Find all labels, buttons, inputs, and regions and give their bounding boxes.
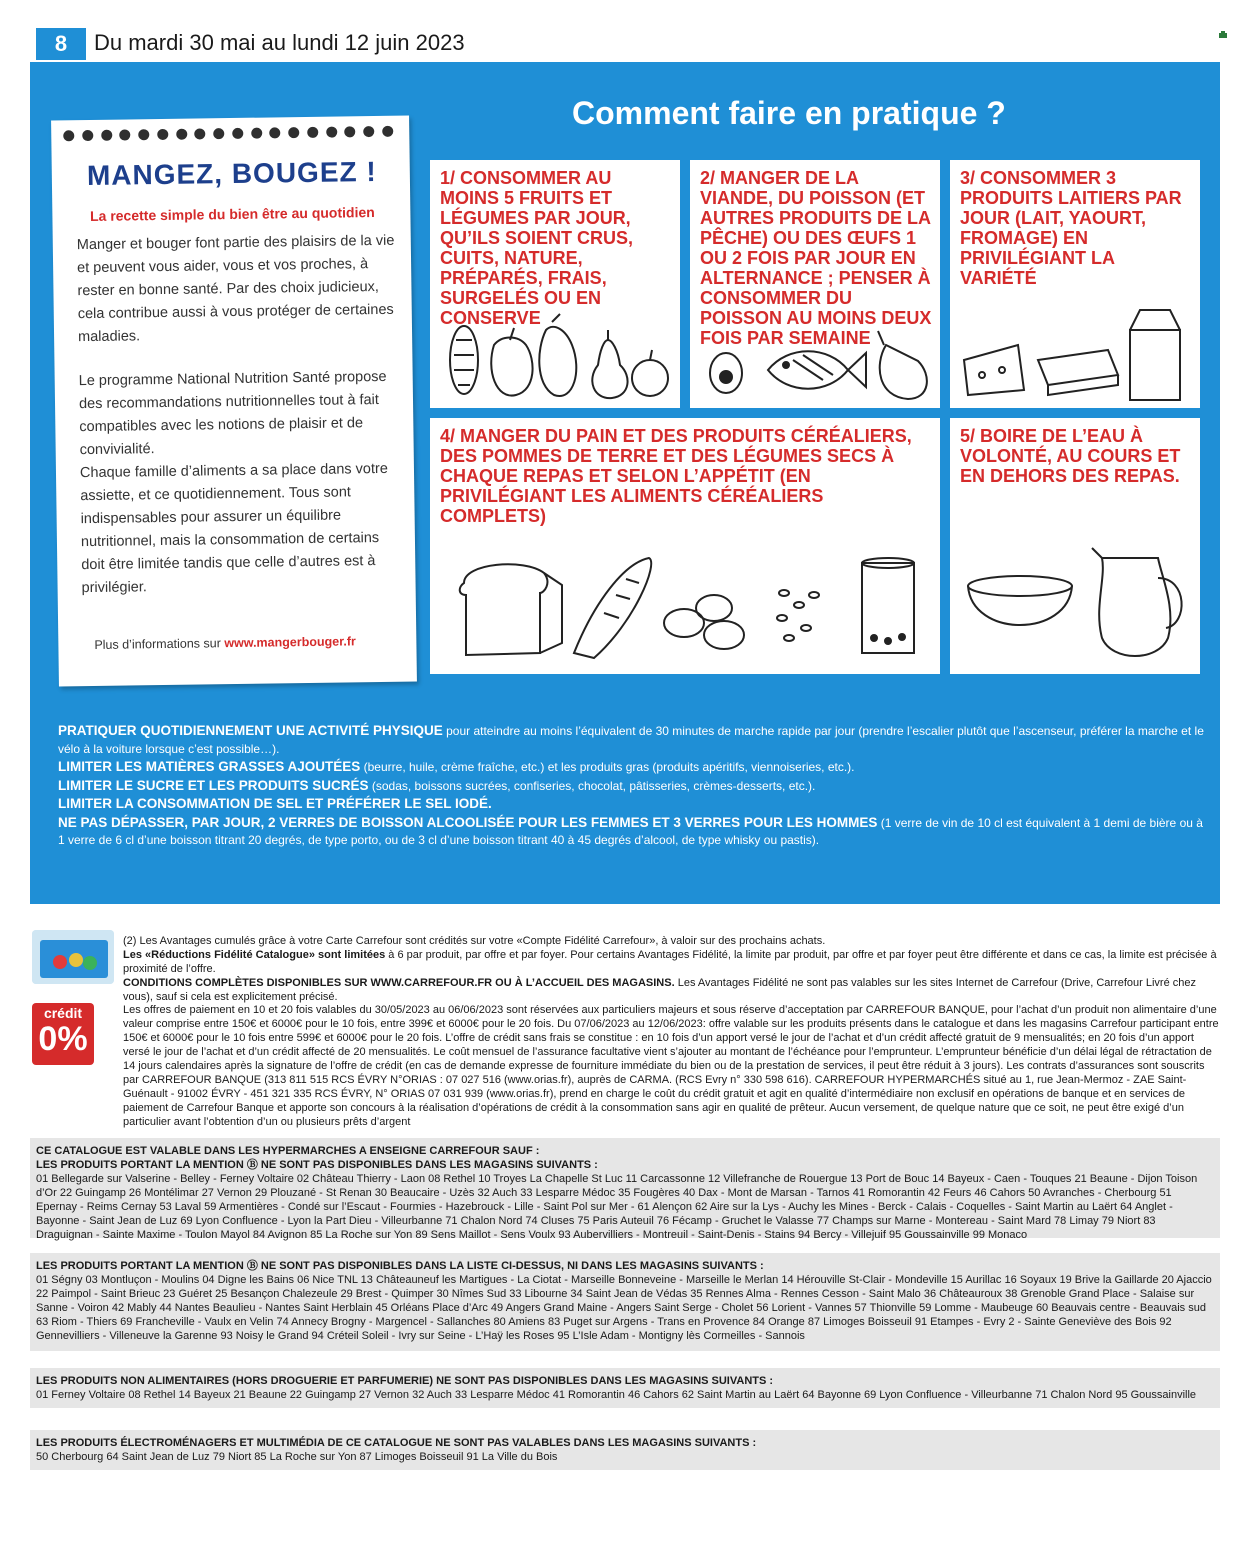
more-info-label: Plus d’informations sur bbox=[94, 636, 221, 652]
rule-bold: LIMITER LES MATIÈRES GRASSES AJOUTÉES bbox=[58, 759, 361, 774]
fidelite-conditions bbox=[123, 934, 1223, 1004]
store-list-electromenager bbox=[30, 1430, 1220, 1470]
loyalty-card-icon bbox=[32, 930, 114, 984]
ring-icon bbox=[138, 129, 149, 140]
rule-bold: LIMITER LA CONSOMMATION DE SEL ET PRÉFÉRER LE SEL IODÉ. bbox=[58, 796, 492, 811]
store-list: 01 Ferney Voltaire 08 Rethel 14 Bayeux 21 Beaune 22 Guingamp 27 Vernon 32 Auch 33 Lesparre Médoc 41 Romorantin 46 Cahors 62 Saint Martin au Laërt 64 Bayonne 69 Lyon Confluence - Villeurbanne 71 Chalon Nord 95 Goussainville bbox=[36, 1389, 1197, 1401]
rule-text: pour atteindre au moins l’équivalent de 30 minutes de marche rapide par jour (prendre l’escalier plutôt que l’ascenseur, préférer la marche et le vélo à la voiture lorsque c’est possible…). bbox=[58, 724, 1204, 756]
rule-bold: PRATIQUER QUOTIDIENNEMENT UNE ACTIVITÉ PHYSIQUE bbox=[58, 723, 443, 738]
store-heading: LES PRODUITS ÉLECTROMÉNAGERS ET MULTIMÉDIA DE CE CATALOGUE NE SONT PAS VALABLES DANS LES MAGASINS SUIVANTS : bbox=[36, 1437, 757, 1449]
ring-icon bbox=[326, 127, 337, 138]
rule-alcohol bbox=[58, 814, 1208, 850]
badge-big: 0% bbox=[38, 1020, 88, 1058]
fish-meat-egg-icon bbox=[698, 325, 934, 405]
card-fruits-vegetables bbox=[430, 160, 680, 408]
fidelite-line bbox=[123, 948, 1223, 976]
ring-icon bbox=[176, 129, 187, 140]
credit-zero-badge bbox=[32, 1003, 94, 1065]
rule-salt bbox=[58, 795, 1208, 814]
rule-bold: NE PAS DÉPASSER, PAR JOUR, 2 VERRES DE BOISSON ALCOOLISÉE POUR LES FEMMES ET 3 VERRES POUR LES HOMMES bbox=[58, 814, 878, 830]
corner-mark-icon bbox=[1218, 30, 1228, 40]
card-water bbox=[950, 418, 1200, 674]
mangerbouger-link[interactable]: www.mangerbouger.fr bbox=[224, 634, 356, 651]
ring-icon bbox=[269, 127, 280, 138]
ring-icon bbox=[344, 126, 355, 137]
note-paragraph: Le programme National Nutrition Santé propose des recommandations nutritionnelles tout à fait compatibles avec les notions de plaisir et de convivialité. bbox=[78, 368, 387, 459]
store-list: 01 Ségny 03 Montluçon - Moulins 04 Digne les Bains 06 Nice TNL 13 Châteauneuf les Martigues - La Ciotat - Marseille Bonneveine - Marseille le Merlan 14 Hérouville St-Clair - Mondeville 15 Aurillac 16 Soyaux 19 Brive la Gaillarde 20 Ajaccio 22 Paimpol - Saint Brieuc 23 Guéret 25 Besançon Chalezeule 29 Brest - Quimper 30 Nîmes Sud 33 Libourne 34 Saint Jean de Védas 35 Rennes Alma - Rennes Cesson - Saint Malo 36 Châteauroux 38 Grenoble Grand Place - Salaise sur Sanne - Voiron 42 Mably 44 Nantes Beaulieu - Nantes Saint Herblain 45 Orléans Place d’Arc 49 Angers Grand Maine - Angers Saint Serge - Cholet 56 Lorient - Vannes 57 Thionville 59 Lomme - Maubeuge 60 Beauvais centre - Beauvais sud 63 Riom - Thiers 69 Francheville - Vaulx en Velin 74 Annecy Brogny - Margencel - Sallanches 80 Amiens 83 Puget sur Argens - Trans en Provence 84 Orange 87 Limoges Boisseuil 91 Etampes - Evry 2 - Sainte Geneviève des Bois 92 Gennevilliers - Villeneuve la Garenne 93 Noisy le Grand 94 Créteil Soleil - Ivry sur Seine - L’Haÿ les Roses 95 L’Isle Adam - Montigny lès Cormeilles - Sannois bbox=[36, 1274, 1212, 1342]
rule-sugar bbox=[58, 777, 1208, 796]
badge-top: crédit bbox=[43, 1005, 83, 1021]
ring-icon bbox=[288, 127, 299, 138]
card-dairy bbox=[950, 160, 1200, 408]
note-title: MANGEZ, BOUGEZ ! bbox=[86, 155, 377, 192]
card-text: 3/ CONSOMMER 3 PRODUITS LAITIERS PAR JOUR (LAIT, YAOURT, FROMAGE) EN PRIVILÉGIANT LA VARIÉTÉ bbox=[960, 168, 1182, 288]
page-number: 8 bbox=[36, 28, 86, 60]
card-text: 4/ MANGER DU PAIN ET DES PRODUITS CÉRÉALIERS, DES POMMES DE TERRE ET DES LÉGUMES SECS À CHAQUE REPAS ET SELON L’APPÉTIT (EN PRIVILÉGIANT LES ALIMENTS CÉRÉALIERS COMPLETS) bbox=[440, 426, 912, 526]
bowl-jug-icon bbox=[962, 528, 1194, 668]
ring-icon bbox=[82, 130, 93, 141]
store-list: 01 Bellegarde sur Valserine - Belley - Ferney Voltaire 02 Château Thierry - Laon 08 Rethel 10 Troyes La Chapelle St Luc 11 Carcassonne 12 Villefranche de Rouergue 13 Port de Bouc 14 Bayeux - Caen - Touques 21 Beaune - Dijon Toison d’Or 22 Guingamp 26 Montélimar 27 Vernon 29 Plouzané - St Renan 30 Beaucaire - Uzès 32 Auch 33 Lesparre Médoc 35 Fougères 40 Dax - Mont de Marsan - Tarnos 41 Romorantin 42 Feurs 46 Cahors 50 Avranches - Cherbourg 51 Epernay - Reims Cernay 53 Laval 59 Armentières - Condé sur l’Escaut - Fourmies - Hazebrouck - Lille - Saint Pol sur Mer - 61 Alençon 62 Aire sur la Lys - Auchy les Mines - Berck - Calais - Coquelles - Saint Martin au Laërt 64 Anglet - Bayonne - Saint Jean de Luz 69 Lyon Confluence - Lyon la Part Dieu - Villeurbanne 71 Chalon Nord 74 Cluses 75 Paris Auteuil 76 Fécamp - Gruchet le Valasse 77 Champs sur Marne - Montereau - Saint Mard 78 Limay 79 Niort 83 Draguignan - Sainte Maxime - Toulon Mayol 84 Avignon 85 La Roche sur Yon 89 Sens Maillot - Sens Voulx 93 Aubervilliers - Montreuil - Saint-Denis - Stains 94 Bercy - Villejuif 95 Goussainville 99 Monaco bbox=[36, 1173, 1198, 1241]
fidelite-bold: Les «Réductions Fidélité Catalogue» sont limitées bbox=[123, 949, 386, 961]
card-text: 5/ BOIRE DE L’EAU À VOLONTÉ, AU COURS ET EN DEHORS DES REPAS. bbox=[960, 426, 1181, 486]
mangez-bougez-note bbox=[51, 116, 417, 687]
store-list-catalogue bbox=[30, 1138, 1220, 1241]
fruits-vegetables-icon bbox=[436, 310, 672, 402]
store-list: 50 Cherbourg 64 Saint Jean de Luz 79 Niort 85 La Roche sur Yon 87 Limoges Boisseuil 91 La Ville du Bois bbox=[36, 1451, 558, 1463]
card-cereals bbox=[430, 418, 940, 674]
note-paragraph: Manger et bouger font partie des plaisirs de la vie et peuvent vous aider, vous et vos proches, à rester en bonne santé. Par des choix judicieux, cela contribue aussi à vous protéger de certaines maladies. bbox=[76, 232, 395, 346]
ring-icon bbox=[232, 128, 243, 139]
card-text: 2/ MANGER DE LA VIANDE, DU POISSON (ET AUTRES PRODUITS DE LA PÊCHE) OU DES ŒUFS 1 OU 2 FOIS PAR JOUR EN ALTERNANCE ; PENSER À CONSOMMER DU POISSON AU MOINS DEUX FOIS PAR SEMAINE bbox=[700, 168, 932, 348]
fidelite-line: (2) Les Avantages cumulés grâce à votre Carte Carrefour sont crédités sur votre «Compte Fidélité Carrefour», à valoir sur des prochains achats. bbox=[123, 935, 826, 947]
rule-fat bbox=[58, 758, 1208, 777]
rule-text: (1 verre de vin de 10 cl est équivalent à 1 demi de bière ou à 1 verre de 6 cl d’une boisson titrant 20 degrés, de type porto, ou de 3 cl d’une boisson titrant 40 à 45 degrés d’alcool, de type whisky ou pastis). bbox=[58, 815, 1203, 847]
card-meat-fish bbox=[690, 160, 940, 408]
page-header bbox=[0, 0, 1250, 62]
notebook-rings bbox=[63, 126, 393, 151]
ring-icon bbox=[119, 129, 130, 140]
store-heading: LES PRODUITS PORTANT LA MENTION Ⓑ NE SONT PAS DISPONIBLES DANS LA LISTE CI-DESSUS, NI DANS LES MAGASINS SUIVANTS : bbox=[36, 1260, 764, 1272]
ring-icon bbox=[63, 130, 74, 141]
ring-icon bbox=[382, 126, 393, 137]
bread-potatoes-beans-icon bbox=[444, 543, 934, 665]
date-range: Du mardi 30 mai au lundi 12 juin 2023 bbox=[94, 30, 465, 55]
store-heading: LES PRODUITS NON ALIMENTAIRES (HORS DROGUERIE ET PARFUMERIE) NE SONT PAS DISPONIBLES DANS LES MAGASINS SUIVANTS : bbox=[36, 1375, 774, 1387]
ring-icon bbox=[251, 128, 262, 139]
store-heading: CE CATALOGUE EST VALABLE DANS LES HYPERMARCHES A ENSEIGNE CARREFOUR SAUF : bbox=[36, 1145, 540, 1157]
fidelite-text: à 6 par produit, par offre et par foyer. Pour certains Avantages Fidélité, la limite par produit, par offre et par foyer peut être différente et dans ce cas, la limite est précisée à proximité de l’offre. bbox=[123, 949, 1217, 975]
rule-bold: LIMITER LE SUCRE ET LES PRODUITS SUCRÉS bbox=[58, 777, 369, 793]
card-text: 1/ CONSOMMER AU MOINS 5 FRUITS ET LÉGUMES PAR JOUR, QU’ILS SOIENT CRUS, CUITS, NATURE, PRÉPARÉS, FRAIS, SURGELÉS OU EN CONSERVE bbox=[440, 168, 634, 328]
fidelite-text: Les Avantages Fidélité ne sont pas valables sur les sites Internet de Carrefour (Drive, Carrefour Livré chez vous), sauf si cela est explicitement précisé. bbox=[123, 977, 1196, 1003]
rule-text: (beurre, huile, crème fraîche, etc.) et les produits gras (produits apéritifs, viennoiseries, etc.). bbox=[360, 760, 855, 774]
ring-icon bbox=[101, 130, 112, 141]
rule-physical-activity bbox=[58, 722, 1208, 758]
store-list-mention bbox=[30, 1253, 1220, 1351]
nutrition-rules bbox=[58, 722, 1208, 850]
fidelite-bold: CONDITIONS COMPLÈTES DISPONIBLES SUR WWW.CARREFOUR.FR OU À L’ACCUEIL DES MAGASINS. bbox=[123, 977, 675, 989]
dairy-icon bbox=[958, 300, 1194, 405]
rule-text: (sodas, boissons sucrées, confiseries, chocolat, pâtisseries, crèmes-desserts, etc.). bbox=[368, 778, 816, 793]
store-heading-2: LES PRODUITS PORTANT LA MENTION Ⓑ NE SONT PAS DISPONIBLES DANS LES MAGASINS SUIVANTS : bbox=[36, 1159, 598, 1171]
ring-icon bbox=[194, 128, 205, 139]
fidelite-line bbox=[123, 976, 1223, 1004]
ring-icon bbox=[363, 126, 374, 137]
more-info bbox=[94, 634, 414, 652]
ring-icon bbox=[307, 127, 318, 138]
carrefour-card-image bbox=[32, 930, 114, 984]
store-list-non-alimentaire bbox=[30, 1368, 1220, 1408]
practice-headline: Comment faire en pratique ? bbox=[572, 95, 1006, 131]
ring-icon bbox=[157, 129, 168, 140]
note-paragraph: Chaque famille d’aliments a sa place dans votre assiette, et ce quotidiennement. Tous sont indispensables pour assurer un équilibre nutritionnel, mais la consommation de certains doit être limitée tandis que celle d’autres est à privilégier. bbox=[79, 460, 388, 597]
credit-conditions: Les offres de paiement en 10 et 20 fois valables du 30/05/2023 au 06/06/2023 sont réservées aux particuliers majeurs et sous réserve d’acceptation par CARREFOUR BANQUE, pour l’achat d’un produit non alimentaire d’une valeur comprise entre 150€ et 6000€ pour le 10 fois, entre 399€ et 6000€ pour le 20 fois. Du 07/06/2023 au 12/06/2023: offre valable sur les produits présents dans le catalogue et dans les magasins Carrefour participant entre 150€ et 6000€ pour le 10 fois entre 599€ et 6000€ pour le 20 fois. L’offre de crédit sans frais se constitue : en 10 fois d’un apport versé le jour de l’achat et d’un crédit affecté gratuit de 9 mensualités; en 20 fois d’un apport versé le jour de l’achat et d’un crédit affecté de 20 mensualités. Le coût mensuel de l’assurance facultative vient s’ajouter au montant de l’échéance pour l’emprunteur. L’emprunteur bénéficie d’un délai légal de rétractation de 14 jours calendaires après la signature de l’offre de crédit (en cas de demande expresse de fourniture immédiate du bien ou de la prestation de services, il peut être réduit à 3 jours). Les contrats d’assurances sont souscrits par CARREFOUR BANQUE (313 811 515 RCS ÉVRY N°ORIAS : 07 027 516 (www.orias.fr), auprès de CARMA. (RCS Evry n° 330 598 616). CARREFOUR HYPERMARCHÉS situé au 1, rue Jean-Mermoz - ZAE Saint-Guénault - 91002 ÉVRY - 451 321 335 RCS ÉVRY, N° ORIAS 07 031 939 (www.orias.fr), prend en charge le coût du crédit gratuit et agit en qualité d’intermédiaire non exclusif en opérations de banque et en services de paiement de Carrefour Banque et apporte son concours à la réalisation d’opérations de crédit à la consommation sans agir en qualité de prêteur. Aucun versement, de quelque nature que ce soit, ne peut être exigé d’un particulier avant l’obtention d’un ou plusieurs prêts d’argent bbox=[123, 1004, 1219, 1128]
ring-icon bbox=[213, 128, 224, 139]
note-subtitle: La recette simple du bien être au quotidien bbox=[89, 204, 375, 224]
